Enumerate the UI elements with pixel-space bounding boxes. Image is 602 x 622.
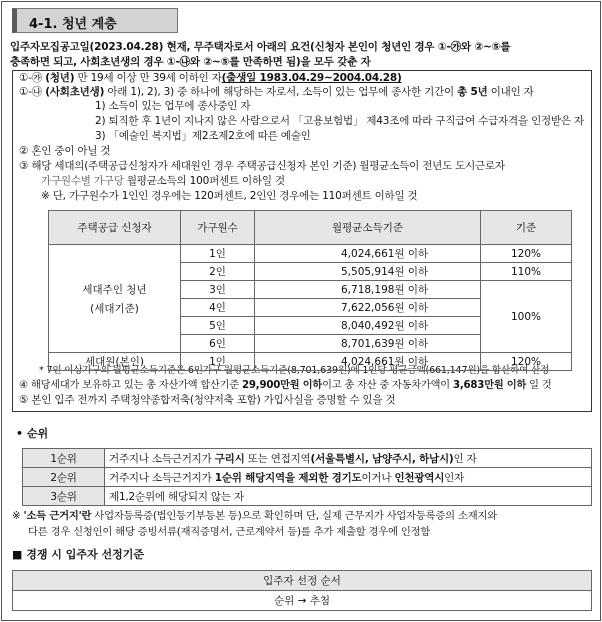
req-unmarried: ② 혼인 중이 아닐 것 [19,145,111,157]
req-sub-2: 2) 퇴직한 후 1년이 지나지 않은 사람으로서 「고용보험법」 제43조에 따라 구직급여 수급자격을 인정받은 자 [95,115,584,127]
table-row: 5인 8,040,492원 이하 [49,317,572,335]
table-row: 1순위 거주지나 소득근거지가 구리시 또는 연접지역(서울특별시, 남양주시, 하남시)인 자 [23,449,592,468]
table-row: 3인 6,718,198원 이하 100% [49,281,572,299]
selection-value: 순위 → 추첨 [13,591,592,611]
req-youth: ①-㉮ (청년) 만 19세 이상 만 39세 이하인 자(출생일 1983.04.29~2004.04.28) [19,72,402,84]
section-title: 4-1. 청년 계층 [12,8,178,33]
income-base-note-2: 다른 경우 신청인이 해당 증빙서류(재직증명서, 근로계약서 등)를 추가 제출할 경우에 인정함 [28,526,431,538]
selection-header: 입주자 선정 순서 [13,571,592,591]
table-row: 2순위 거주지나 소득근거지가 1순위 해당지역을 제외한 경기도이거나 인천광역시인자 [23,468,592,487]
income-table-header [49,211,572,245]
table-row: 세대주인 청년 (세대기준) 1인 4,024,661원 이하 120% [49,245,572,263]
intro-line-2: 충족하면 되고, 사회초년생의 경우 ①-㉯와 ②~⑤를 만족하면 됨)을 모두 갖춘 자 [10,56,371,68]
table-row: 4인 7,622,056원 이하 [49,299,572,317]
table-row: 3순위 제1,2순위에 해당되지 않는 자 [23,487,592,506]
header-income: 월평균소득기준 [255,211,481,245]
income-footnote: * 7인 이상가구의 월평균소득기준은 6인가구 월평균소득기준(8,701,639원)에 1인당 평균금액(661,147원)을 합산하여 산정 [39,365,550,376]
intro-text [10,40,594,70]
intro-line-1: 입주자모집공고일(2023.04.28) 현재, 무주택자로서 아래의 요건(신청자 본인이 청년인 경우 ①-㉮와 ②~⑤를 [10,41,511,53]
req-sub-3: 3) 「예술인 복지법」제2조제2호에 따른 예술인 [95,130,311,142]
req-income-2: 가구원수별 가구당 월평균소득의 100퍼센트 이하일 것 [41,175,285,187]
selection-table [12,570,592,611]
header-applicant: 주택공급 신청자 [49,211,181,245]
table-row: 세대원(본인) 1인 4,024,661원 이하 120% [49,353,572,371]
req-income-note: ※ 단, 가구원수가 1인인 경우에는 120퍼센트, 2인인 경우에는 110퍼센트 이하일 것 [41,190,418,202]
table-row: 2인 5,505,914원 이하 110% [49,263,572,281]
selection-title: ■ 경쟁 시 입주자 선정기준 [12,548,144,561]
req-sub-1: 1) 소득이 있는 업무에 종사중인 자 [95,100,251,112]
header-ratio: 기준 [481,211,572,245]
group-member: 세대원(본인) [49,353,181,371]
income-base-note-1: ※ '소득 근거지'란 사업자등록증(법인등기부등본 등)으로 확인하며 단, 실제 근무지가 사업자등록증의 소재지와 [12,510,497,522]
req-newcomer: ①-㉯ (사회초년생) 아래 1), 2), 3) 중 하나에 해당하는 자로서, 소득이 있는 업무에 종사한 기간이 총 5년 이내인 자 [19,86,534,98]
group-householder: 세대주인 청년 (세대기준) [49,245,181,353]
priority-table [22,448,592,506]
table-row: 6인 8,701,639원 이하 [49,335,572,353]
priority-title: • 순위 [16,427,49,440]
req-income-1: ③ 해당 세대의(주택공급신청자가 세대원인 경우 주택공급신청자 본인 기준) 월평균소득이 전년도 도시근로자 [19,160,505,172]
income-table [48,210,572,371]
req-assets: ④ 해당세대가 보유하고 있는 총 자산가액 합산기준 29,900만원 이하이고 총 자산 중 자동차가액이 3,683만원 이하 일 것 [19,380,552,391]
header-members: 가구원수 [181,211,255,245]
req-savings: ⑤ 본인 입주 전까지 주택청약종합저축(청약저축 포함) 가입사실을 증명할 수 있을 것 [19,394,396,406]
